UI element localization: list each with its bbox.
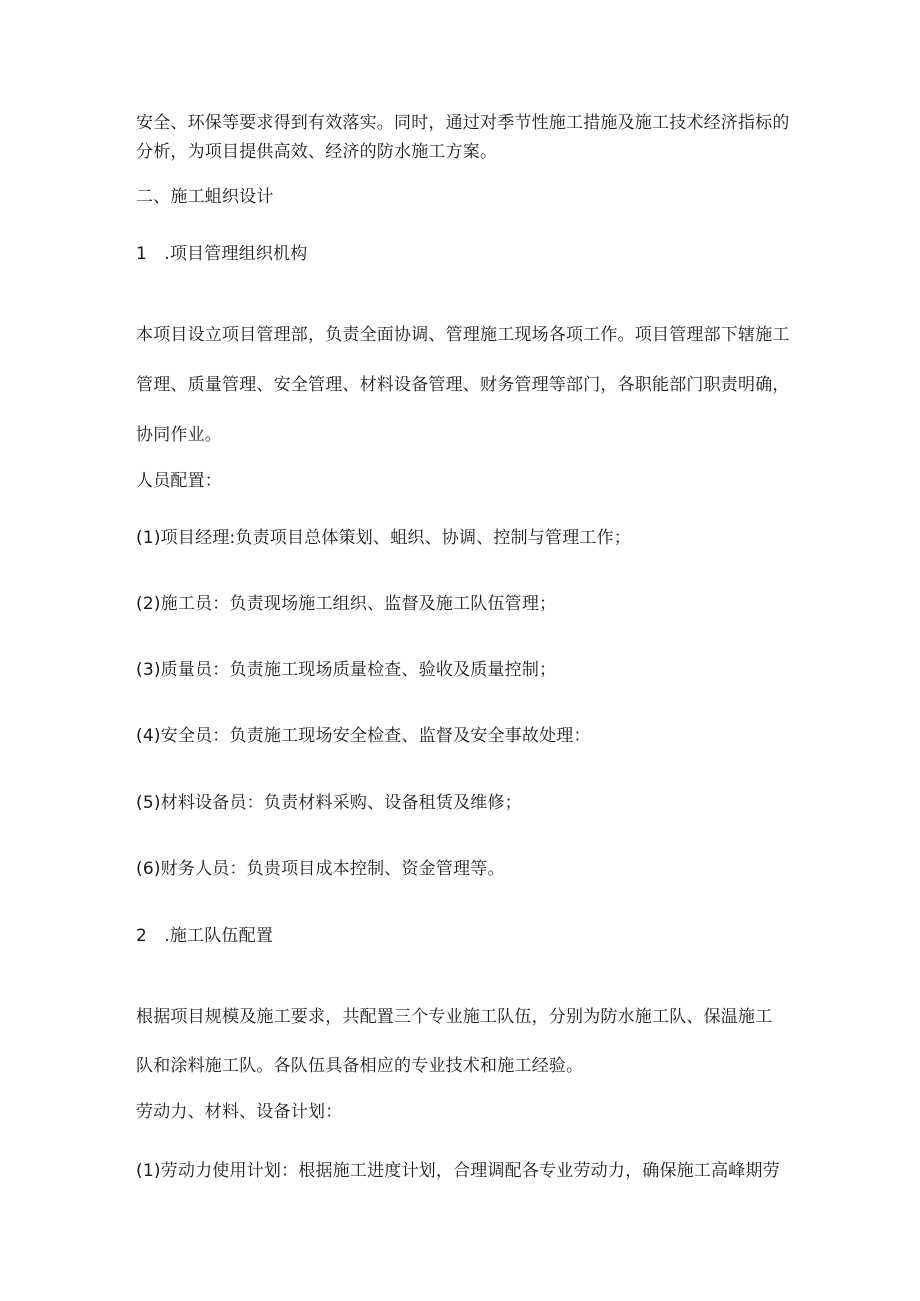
paragraph-line: 队和涂料施工队。各队伍具备相应的专业技术和施工经验。 [136, 1056, 584, 1076]
subsection-heading-1: 1 .项目管理组织机构 [136, 244, 308, 264]
subsection-heading-2: 2 .施工队伍配置 [136, 926, 274, 946]
paragraph-line: 本项目设立项目管理部，负责全面协调、管理施工现场各项工作。项目管理部下辖施工 [136, 325, 790, 345]
section-heading: 二、施工蛆织设计 [136, 187, 274, 207]
list-item: (1)劳动力使用计划：根据施工进度计划，合理调配各专业劳动力，确保施工高峰期劳 [136, 1161, 780, 1181]
list-item: (2)施工员：负责现场施工组织、监督及施工队伍管理； [136, 594, 557, 614]
paragraph-line: 根据项目规模及施工要求，共配置三个专业施工队伍，分别为防水施工队、保温施工 [136, 1007, 773, 1027]
paragraph-line: 协同作业。 [136, 425, 222, 445]
list-item: (5)材料设备员：负责材料采购、设备租赁及维修； [136, 793, 522, 813]
intro-line-2: 分析，为项目提供高效、经济的防水施工方案。 [136, 142, 498, 162]
paragraph-line: 管理、质量管理、安全管理、材料设备管理、财务管理等部门，各职能部门职责明确， [136, 375, 790, 395]
staffing-label: 人员配置： [136, 471, 222, 491]
list-item: (4)安全员：负责施工现场安全检查、监督及安全事故处理： [136, 726, 591, 746]
intro-line-1: 安全、环保等要求得到有效落实。同时，通过对季节性施工措施及施工技术经济指标的 [136, 113, 790, 133]
list-item: (1)项目经理:负责项目总体策划、蛆织、协调、控制与管理工作； [136, 528, 632, 548]
plan-label: 劳动力、材料、设备计划： [136, 1102, 343, 1122]
list-item: (3)质量员：负责施工现场质量检查、验收及质量控制； [136, 660, 557, 680]
list-item: (6)财务人员：负贵项目成本控制、资金管理等。 [136, 859, 505, 879]
